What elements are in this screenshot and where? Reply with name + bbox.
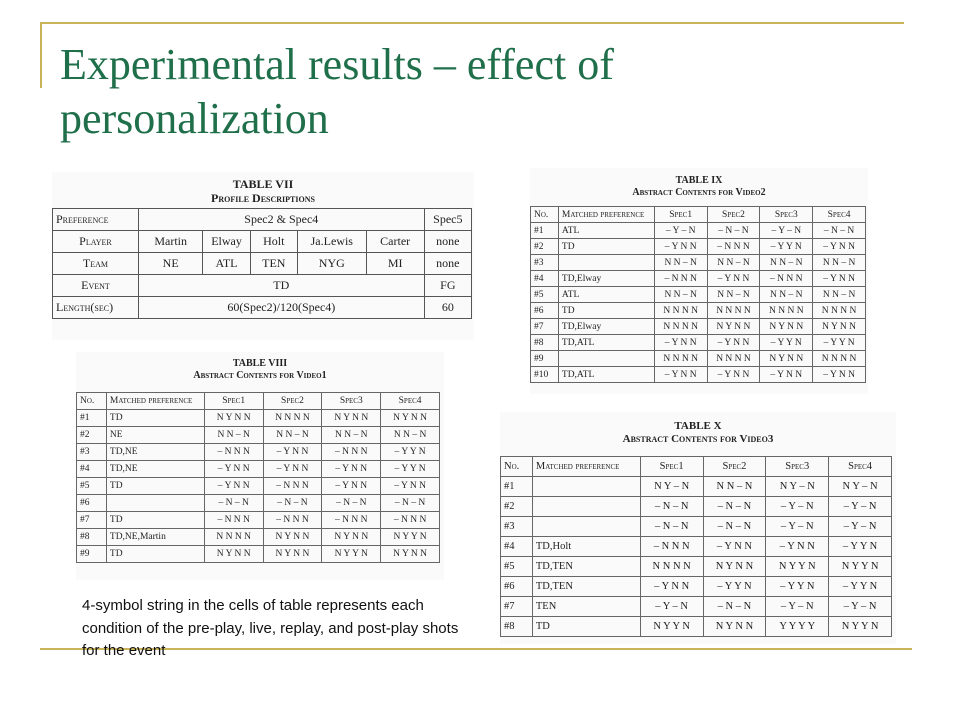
table-cell: #8 <box>77 529 107 546</box>
table-cell: – N – N <box>640 517 703 537</box>
table-cell: ATL <box>558 287 654 303</box>
table-cell: #5 <box>501 557 533 577</box>
slide-caption: 4-symbol string in the cells of table represents each condition of the pre-play, live, replay, and post-play shots for the event <box>82 597 459 659</box>
table-row <box>53 231 472 253</box>
table-cell: TD <box>106 410 204 427</box>
row-label: Player <box>53 231 139 253</box>
table-cell: #1 <box>77 410 107 427</box>
table-cell: N N – N <box>654 287 707 303</box>
column-header: Matched preference <box>106 393 204 410</box>
table-cell: – Y – N <box>766 497 829 517</box>
table-cell: N Y N N <box>204 546 263 563</box>
row-label: Event <box>53 275 139 297</box>
table-cell: N Y – N <box>640 477 703 497</box>
table-row <box>501 597 892 617</box>
table-cell: – Y – N <box>654 223 707 239</box>
table-cell: 60(Spec2)/120(Spec4) <box>138 297 424 319</box>
table-cell: TD,Elway <box>558 319 654 335</box>
table-cell <box>532 477 640 497</box>
table-cell: N Y Y N <box>640 617 703 637</box>
table-video1-contents <box>76 352 444 580</box>
table-header-row <box>77 393 440 410</box>
table-cell: TD <box>532 617 640 637</box>
table-cell: N N N N <box>707 351 760 367</box>
table-row <box>501 577 892 597</box>
table-row <box>77 410 440 427</box>
table-header <box>52 172 474 208</box>
table-cell: 60 <box>424 297 471 319</box>
table-cell: N Y N N <box>703 617 766 637</box>
table-cell: N Y Y N <box>322 546 381 563</box>
table-cell: TD,Elway <box>558 271 654 287</box>
column-header: Spec1 <box>654 207 707 223</box>
table-cell: – Y Y N <box>703 577 766 597</box>
table-row <box>501 477 892 497</box>
table-cell: #2 <box>531 239 559 255</box>
table-cell: #5 <box>531 287 559 303</box>
table-subtitle: Abstract Contents for Video3 <box>622 432 774 445</box>
table-cell: – N N N <box>381 512 440 529</box>
column-header: Spec4 <box>813 207 866 223</box>
table-cell: – N – N <box>640 497 703 517</box>
table-row <box>53 209 472 231</box>
table-cell: N N – N <box>707 255 760 271</box>
table-cell: – Y – N <box>829 517 892 537</box>
table-cell: Spec5 <box>424 209 471 231</box>
table-subtitle: Abstract Contents for Video2 <box>632 186 766 198</box>
table-title: TABLE VII <box>232 177 294 191</box>
table-cell: TD <box>106 478 204 495</box>
table-cell: N N – N <box>813 255 866 271</box>
table-cell: N Y N N <box>204 410 263 427</box>
table-cell: – Y N N <box>322 478 381 495</box>
table-subtitle: Profile Descriptions <box>211 190 315 205</box>
table-row <box>531 303 866 319</box>
table-row <box>53 275 472 297</box>
table-cell: TD,NE <box>106 461 204 478</box>
table-cell: – N – N <box>263 495 322 512</box>
table-cell: #9 <box>77 546 107 563</box>
table-cell: – Y – N <box>829 497 892 517</box>
table-profile-descriptions <box>52 172 474 340</box>
table-cell: N N – N <box>760 255 813 271</box>
table-cell: FG <box>424 275 471 297</box>
table-cell: – Y N N <box>707 271 760 287</box>
table-header <box>530 168 868 206</box>
table-cell: N N – N <box>381 427 440 444</box>
table-row <box>501 557 892 577</box>
table-cell: N N N N <box>263 410 322 427</box>
table-cell: – Y N N <box>381 478 440 495</box>
table-cell <box>532 497 640 517</box>
table-cell: – N N N <box>322 512 381 529</box>
table-cell <box>106 495 204 512</box>
table-cell: #4 <box>531 271 559 287</box>
table-cell: #7 <box>77 512 107 529</box>
table-cell: Martin <box>138 231 202 253</box>
table-cell: TD <box>558 303 654 319</box>
table-cell: N N – N <box>204 427 263 444</box>
table-cell: N Y N N <box>381 546 440 563</box>
table-row <box>531 367 866 383</box>
table-cell: – N N N <box>654 271 707 287</box>
table-cell: – Y Y N <box>760 335 813 351</box>
table-cell <box>532 517 640 537</box>
table-cell <box>558 351 654 367</box>
table-video3-contents <box>500 412 896 644</box>
table-row <box>77 427 440 444</box>
table-cell: N N N N <box>204 529 263 546</box>
table-cell: N Y Y N <box>766 557 829 577</box>
column-header: Spec3 <box>766 457 829 477</box>
column-header: Spec4 <box>829 457 892 477</box>
table-cell: TD <box>558 239 654 255</box>
table-cell: N Y Y N <box>381 529 440 546</box>
table-cell: #2 <box>77 427 107 444</box>
table-row <box>77 495 440 512</box>
table-row <box>53 297 472 319</box>
table-cell: N N – N <box>813 287 866 303</box>
table-cell: #3 <box>501 517 533 537</box>
table-row <box>531 255 866 271</box>
table-cell: TD <box>106 546 204 563</box>
table-cell: – Y – N <box>640 597 703 617</box>
table-cell: – N N N <box>204 444 263 461</box>
table-cell: N N N N <box>654 319 707 335</box>
column-header: Spec1 <box>204 393 263 410</box>
table-cell: #1 <box>501 477 533 497</box>
table-cell: TD,TEN <box>532 577 640 597</box>
row-label: Team <box>53 253 139 275</box>
row-label: Length(sec) <box>53 297 139 319</box>
table-cell: – N N N <box>760 271 813 287</box>
table-cell: – Y – N <box>766 517 829 537</box>
table-cell: N N N N <box>760 303 813 319</box>
table-cell: N Y N N <box>322 529 381 546</box>
table-cell: #5 <box>77 478 107 495</box>
table-cell: – Y N N <box>707 367 760 383</box>
table-cell: #3 <box>77 444 107 461</box>
table-title: TABLE IX <box>675 175 723 186</box>
table-video2-contents <box>530 168 868 394</box>
table-cell: ATL <box>558 223 654 239</box>
table-cell: – Y Y N <box>766 577 829 597</box>
table-cell: #6 <box>531 303 559 319</box>
table-cell: TD <box>106 512 204 529</box>
table-row <box>77 529 440 546</box>
table-cell: – Y Y N <box>829 577 892 597</box>
column-header: No. <box>501 457 533 477</box>
table-cell: N Y N N <box>263 529 322 546</box>
table-row <box>77 512 440 529</box>
table-cell: #8 <box>531 335 559 351</box>
column-header: Spec1 <box>640 457 703 477</box>
table-cell: none <box>424 253 471 275</box>
table-cell: – Y N N <box>204 461 263 478</box>
table-cell: – Y – N <box>760 223 813 239</box>
column-header: Spec3 <box>760 207 813 223</box>
column-header: Spec4 <box>381 393 440 410</box>
slide-title: Experimental results – effect of personalization <box>60 40 614 143</box>
table-cell: N Y N N <box>760 319 813 335</box>
table-cell: N Y – N <box>829 477 892 497</box>
table-cell: NYG <box>297 253 366 275</box>
table-cell: – Y N N <box>703 537 766 557</box>
table-row <box>77 444 440 461</box>
table-row <box>77 461 440 478</box>
table-row <box>77 478 440 495</box>
table-cell: – Y N N <box>263 444 322 461</box>
table-cell: #7 <box>501 597 533 617</box>
table-cell: #6 <box>501 577 533 597</box>
table-cell: TD,NE,Martin <box>106 529 204 546</box>
table-cell: – Y Y N <box>381 461 440 478</box>
table-cell: N Y N N <box>760 351 813 367</box>
column-header: Spec2 <box>703 457 766 477</box>
left-rule <box>40 22 42 88</box>
table-cell: #4 <box>501 537 533 557</box>
table-row <box>531 287 866 303</box>
table-title: TABLE VIII <box>232 358 288 369</box>
top-rule <box>40 22 904 24</box>
row-label: Preference <box>53 209 139 231</box>
table-cell: – Y N N <box>654 367 707 383</box>
table-cell: – N – N <box>703 597 766 617</box>
table-cell: #2 <box>501 497 533 517</box>
table-cell: – N – N <box>204 495 263 512</box>
table-cell: – N – N <box>707 223 760 239</box>
table-cell: – N – N <box>322 495 381 512</box>
table-cell: – N N N <box>707 239 760 255</box>
table-cell: N N – N <box>322 427 381 444</box>
column-header: Spec3 <box>322 393 381 410</box>
table-cell: – Y Y N <box>813 335 866 351</box>
column-header: Spec2 <box>707 207 760 223</box>
table-row <box>531 351 866 367</box>
table-cell: N Y N N <box>703 557 766 577</box>
table-cell: N Y N N <box>263 546 322 563</box>
table-row <box>501 617 892 637</box>
table-cell: #6 <box>77 495 107 512</box>
table-cell: – Y Y N <box>381 444 440 461</box>
table-cell: TD,Holt <box>532 537 640 557</box>
table-cell: – Y N N <box>322 461 381 478</box>
table-cell: – Y N N <box>640 577 703 597</box>
table-row <box>531 223 866 239</box>
table-cell: NE <box>106 427 204 444</box>
table-cell: – Y N N <box>707 335 760 351</box>
table-cell: – Y Y N <box>829 537 892 557</box>
table-cell: N Y N N <box>381 410 440 427</box>
table-cell: #3 <box>531 255 559 271</box>
table-cell: N N – N <box>263 427 322 444</box>
table-cell: #9 <box>531 351 559 367</box>
table-cell: – N – N <box>703 517 766 537</box>
table-row <box>501 537 892 557</box>
table-cell: N N – N <box>654 255 707 271</box>
table-cell: N Y – N <box>766 477 829 497</box>
contents-table <box>500 456 892 637</box>
table-cell <box>558 255 654 271</box>
table-cell: – Y – N <box>766 597 829 617</box>
table-header-row <box>501 457 892 477</box>
table-title: TABLE X <box>674 420 722 432</box>
table-cell: – Y N N <box>654 239 707 255</box>
table-cell: ATL <box>203 253 250 275</box>
table-cell: N Y N N <box>322 410 381 427</box>
table-row <box>501 517 892 537</box>
table-cell: – Y N N <box>766 537 829 557</box>
table-cell: #1 <box>531 223 559 239</box>
table-cell: – Y N N <box>813 367 866 383</box>
column-header: Matched preference <box>532 457 640 477</box>
table-cell: – Y – N <box>829 597 892 617</box>
table-cell: #7 <box>531 319 559 335</box>
table-cell: MI <box>366 253 424 275</box>
table-cell: – Y N N <box>813 239 866 255</box>
table-cell: N N – N <box>703 477 766 497</box>
table-cell: N N N N <box>707 303 760 319</box>
table-cell: N Y N N <box>707 319 760 335</box>
table-subtitle: Abstract Contents for Video1 <box>193 369 327 381</box>
table-cell: – Y N N <box>263 461 322 478</box>
table-cell: – Y Y N <box>760 239 813 255</box>
table-row <box>531 271 866 287</box>
table-cell: TEN <box>250 253 297 275</box>
table-cell: – N N N <box>640 537 703 557</box>
table-cell: Carter <box>366 231 424 253</box>
table-cell: TD,TEN <box>532 557 640 577</box>
table-cell: #10 <box>531 367 559 383</box>
table-cell: NE <box>138 253 202 275</box>
table-cell: TEN <box>532 597 640 617</box>
table-row <box>501 497 892 517</box>
table-cell: TD,ATL <box>558 367 654 383</box>
table-row <box>531 335 866 351</box>
table-cell: N N N N <box>813 351 866 367</box>
table-cell: – Y N N <box>813 271 866 287</box>
table-cell: none <box>424 231 471 253</box>
table-cell: Holt <box>250 231 297 253</box>
table-cell: TD <box>138 275 424 297</box>
table-row <box>531 239 866 255</box>
table-cell: – Y N N <box>654 335 707 351</box>
table-cell: N N N N <box>654 303 707 319</box>
table-row <box>53 253 472 275</box>
table-cell: Ja.Lewis <box>297 231 366 253</box>
profile-table <box>52 208 472 319</box>
table-cell: N Y Y N <box>829 617 892 637</box>
table-cell: N Y Y N <box>829 557 892 577</box>
table-cell: – Y N N <box>204 478 263 495</box>
table-cell: – N – N <box>703 497 766 517</box>
table-cell: N Y N N <box>813 319 866 335</box>
table-cell: N N – N <box>707 287 760 303</box>
table-cell: – N N N <box>322 444 381 461</box>
table-cell: – Y N N <box>760 367 813 383</box>
table-cell: – N – N <box>381 495 440 512</box>
column-header: No. <box>77 393 107 410</box>
table-cell: N N N N <box>640 557 703 577</box>
table-cell: – N N N <box>204 512 263 529</box>
table-cell: TD,ATL <box>558 335 654 351</box>
table-cell: Elway <box>203 231 250 253</box>
table-cell: – N N N <box>263 512 322 529</box>
table-cell: – N N N <box>263 478 322 495</box>
table-row <box>531 319 866 335</box>
contents-table <box>76 392 440 563</box>
table-cell: N N N N <box>654 351 707 367</box>
column-header: Matched preference <box>558 207 654 223</box>
column-header: Spec2 <box>263 393 322 410</box>
table-header <box>500 412 896 456</box>
column-header: No. <box>531 207 559 223</box>
table-cell: Spec2 & Spec4 <box>138 209 424 231</box>
table-header-row <box>531 207 866 223</box>
table-cell: Y Y Y Y <box>766 617 829 637</box>
contents-table <box>530 206 866 383</box>
table-cell: N N – N <box>760 287 813 303</box>
table-header <box>76 352 444 392</box>
table-cell: #4 <box>77 461 107 478</box>
table-cell: N N N N <box>813 303 866 319</box>
table-cell: – N – N <box>813 223 866 239</box>
table-cell: TD,NE <box>106 444 204 461</box>
table-row <box>77 546 440 563</box>
table-cell: #8 <box>501 617 533 637</box>
